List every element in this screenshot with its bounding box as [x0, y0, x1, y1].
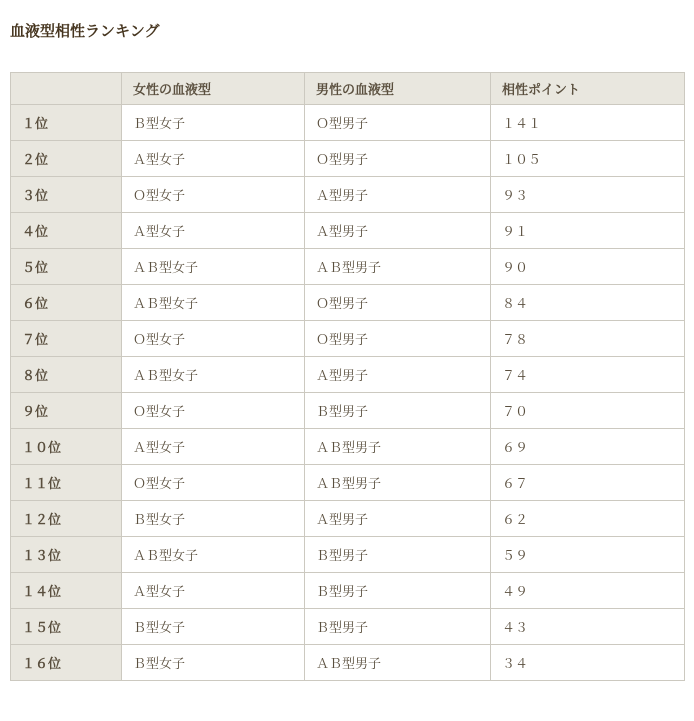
table-row	[11, 573, 685, 609]
male-blood-type-cell: Ａ型男子	[305, 501, 491, 537]
ranking-table	[10, 72, 685, 681]
female-blood-type-cell: Ｏ型女子	[122, 393, 305, 429]
rank-cell: １位	[11, 105, 122, 141]
table-row	[11, 213, 685, 249]
rank-cell: ８位	[11, 357, 122, 393]
table-row	[11, 177, 685, 213]
table-row	[11, 465, 685, 501]
compatibility-points-cell: ７０	[491, 393, 685, 429]
female-blood-type-cell: Ｂ型女子	[122, 501, 305, 537]
compatibility-points-cell: １４１	[491, 105, 685, 141]
male-blood-type-cell: Ｂ型男子	[305, 537, 491, 573]
male-blood-type-cell: Ａ型男子	[305, 213, 491, 249]
header-cell-female-blood-type: 女性の血液型	[122, 73, 305, 105]
compatibility-points-cell: ７４	[491, 357, 685, 393]
rank-cell: ７位	[11, 321, 122, 357]
female-blood-type-cell: ＡＢ型女子	[122, 285, 305, 321]
table-row	[11, 285, 685, 321]
male-blood-type-cell: ＡＢ型男子	[305, 249, 491, 285]
table-row	[11, 141, 685, 177]
male-blood-type-cell: ＡＢ型男子	[305, 465, 491, 501]
table-row	[11, 249, 685, 285]
rank-cell: １６位	[11, 645, 122, 681]
page	[0, 21, 694, 681]
compatibility-points-cell: ６２	[491, 501, 685, 537]
female-blood-type-cell: ＡＢ型女子	[122, 357, 305, 393]
compatibility-points-cell: ３４	[491, 645, 685, 681]
female-blood-type-cell: ＡＢ型女子	[122, 249, 305, 285]
table-row	[11, 645, 685, 681]
compatibility-points-cell: ８４	[491, 285, 685, 321]
compatibility-points-cell: ５９	[491, 537, 685, 573]
male-blood-type-cell: Ｂ型男子	[305, 393, 491, 429]
compatibility-points-cell: ９１	[491, 213, 685, 249]
header-cell-rank	[11, 73, 122, 105]
rank-cell: ３位	[11, 177, 122, 213]
table-row	[11, 501, 685, 537]
male-blood-type-cell: Ｏ型男子	[305, 105, 491, 141]
male-blood-type-cell: ＡＢ型男子	[305, 429, 491, 465]
compatibility-points-cell: ９０	[491, 249, 685, 285]
compatibility-points-cell: ６７	[491, 465, 685, 501]
male-blood-type-cell: Ｏ型男子	[305, 141, 491, 177]
compatibility-points-cell: ９３	[491, 177, 685, 213]
table-row	[11, 537, 685, 573]
male-blood-type-cell: ＡＢ型男子	[305, 645, 491, 681]
rank-cell: ４位	[11, 213, 122, 249]
female-blood-type-cell: ＡＢ型女子	[122, 537, 305, 573]
female-blood-type-cell: Ｏ型女子	[122, 321, 305, 357]
female-blood-type-cell: Ａ型女子	[122, 213, 305, 249]
table-row	[11, 429, 685, 465]
male-blood-type-cell: Ｂ型男子	[305, 609, 491, 645]
rank-cell: ６位	[11, 285, 122, 321]
page-title: 血液型相性ランキング	[10, 23, 160, 40]
rank-cell: ２位	[11, 141, 122, 177]
table-row	[11, 609, 685, 645]
female-blood-type-cell: Ｂ型女子	[122, 609, 305, 645]
header-cell-compatibility-points: 相性ポイント	[491, 73, 685, 105]
compatibility-points-cell: ４３	[491, 609, 685, 645]
rank-cell: ５位	[11, 249, 122, 285]
female-blood-type-cell: Ａ型女子	[122, 429, 305, 465]
rank-cell: １０位	[11, 429, 122, 465]
female-blood-type-cell: Ｏ型女子	[122, 465, 305, 501]
male-blood-type-cell: Ｏ型男子	[305, 285, 491, 321]
table-row	[11, 357, 685, 393]
header-row	[11, 73, 685, 105]
table-row	[11, 393, 685, 429]
male-blood-type-cell: Ａ型男子	[305, 357, 491, 393]
rank-cell: １１位	[11, 465, 122, 501]
female-blood-type-cell: Ａ型女子	[122, 573, 305, 609]
compatibility-points-cell: ４９	[491, 573, 685, 609]
header-cell-male-blood-type: 男性の血液型	[305, 73, 491, 105]
table-row	[11, 321, 685, 357]
rank-cell: １３位	[11, 537, 122, 573]
rank-cell: １４位	[11, 573, 122, 609]
compatibility-points-cell: ７８	[491, 321, 685, 357]
female-blood-type-cell: Ｏ型女子	[122, 177, 305, 213]
female-blood-type-cell: Ａ型女子	[122, 141, 305, 177]
rank-cell: ９位	[11, 393, 122, 429]
male-blood-type-cell: Ａ型男子	[305, 177, 491, 213]
compatibility-points-cell: １０５	[491, 141, 685, 177]
female-blood-type-cell: Ｂ型女子	[122, 645, 305, 681]
male-blood-type-cell: Ｂ型男子	[305, 573, 491, 609]
compatibility-points-cell: ６９	[491, 429, 685, 465]
male-blood-type-cell: Ｏ型男子	[305, 321, 491, 357]
rank-cell: １５位	[11, 609, 122, 645]
table-body	[11, 105, 685, 681]
rank-cell: １２位	[11, 501, 122, 537]
table-row	[11, 105, 685, 141]
female-blood-type-cell: Ｂ型女子	[122, 105, 305, 141]
